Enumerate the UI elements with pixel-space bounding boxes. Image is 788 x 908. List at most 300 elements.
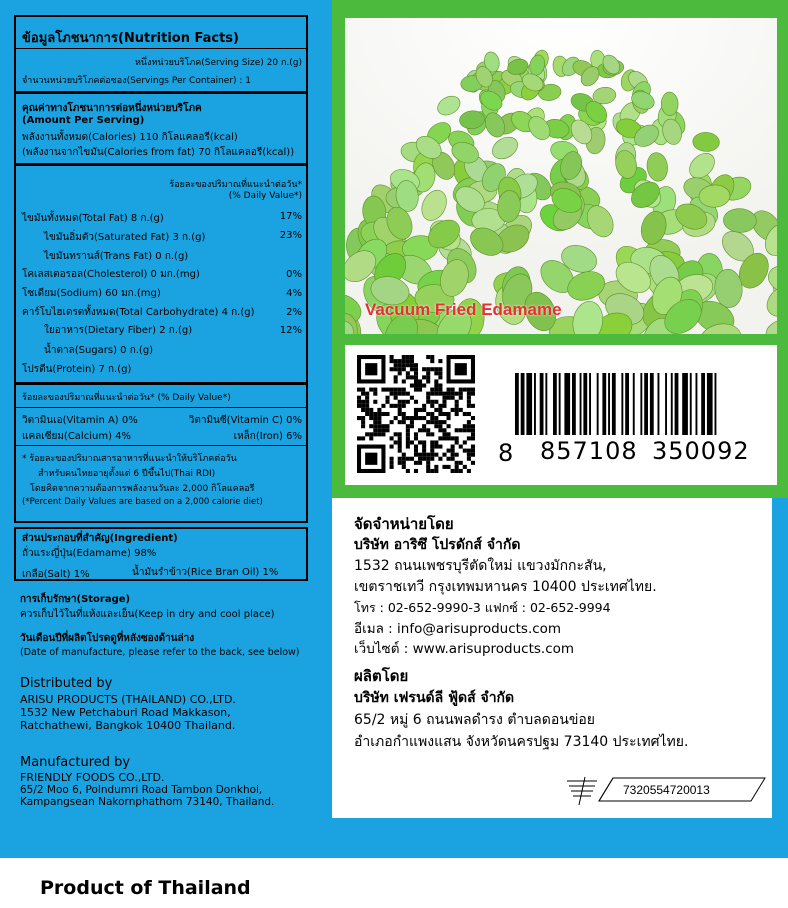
qr-module [422, 445, 426, 449]
qr-module [467, 420, 471, 424]
qr-module [377, 412, 381, 416]
qr-module [471, 388, 475, 392]
th-distributor-phone: โทร : 02-652-9990-3 แฟกซ์ : 02-652-9994 [354, 600, 611, 615]
qr-module [430, 392, 434, 396]
qr-module [402, 461, 406, 465]
barcode-bar [690, 373, 692, 435]
qr-module [471, 428, 475, 432]
qr-module [402, 379, 406, 383]
qr-module [430, 416, 434, 420]
distributed-address-1: 1532 New Petchaburi Road Makkason, [20, 706, 231, 719]
th-manufacturer-address-2: อำเภอกำแพงแสน จังหวัดนครปฐม 73140 ประเทศไทย. [354, 734, 689, 750]
qr-module [442, 392, 446, 396]
qr-module [398, 449, 402, 453]
qr-module [447, 392, 451, 396]
qr-module [434, 445, 438, 449]
qr-module [459, 392, 463, 396]
qr-module [365, 396, 369, 400]
qr-module [410, 363, 414, 367]
qr-module [471, 432, 475, 436]
qr-module [390, 465, 394, 469]
qr-module [406, 440, 410, 444]
qr-module [406, 375, 410, 379]
qr-module [467, 428, 471, 432]
qr-module [398, 436, 402, 440]
qr-module [430, 400, 434, 404]
qr-module [430, 420, 434, 424]
qr-module [398, 408, 402, 412]
qr-module [426, 375, 430, 379]
qr-module [414, 416, 418, 420]
qr-module [442, 420, 446, 424]
qr-module [467, 392, 471, 396]
dv-header-th: ร้อยละของปริมาณที่แนะนำต่อวัน* [169, 180, 302, 190]
qr-module [426, 392, 430, 396]
qr-module [377, 424, 381, 428]
qr-module [410, 440, 414, 444]
th-manufacturer-address-1: 65/2 หมู่ 6 ถนนพลดำรง ตำบลดอนข่อย [354, 712, 596, 728]
qr-module [369, 412, 373, 416]
qr-module [394, 359, 398, 363]
barcode-bar [612, 373, 616, 435]
qr-module [455, 412, 459, 416]
qr-module [373, 392, 377, 396]
qr-module [451, 408, 455, 412]
qr-module [471, 392, 475, 396]
qr-module [406, 424, 410, 428]
qr-module [426, 420, 430, 424]
barcode-digits-left: 857108 [540, 437, 638, 465]
qr-module [451, 445, 455, 449]
barcode-bar [602, 373, 606, 435]
qr-module [471, 445, 475, 449]
qr-module [434, 424, 438, 428]
divider-thick [16, 382, 306, 385]
qr-module [402, 355, 406, 359]
barcode-bar [640, 373, 642, 435]
qr-module [447, 457, 451, 461]
qr-module [365, 392, 369, 396]
qr-module [434, 469, 438, 473]
footnote-1: * ร้อยละของปริมาณสารอาหารที่แนะนำให้บริโภคต่อวัน [22, 454, 237, 464]
qr-module [398, 367, 402, 371]
qr-module [418, 428, 422, 432]
qr-module [426, 461, 430, 465]
qr-module [430, 445, 434, 449]
barcode-bar [665, 373, 667, 435]
qr-module [398, 392, 402, 396]
codes-panel [345, 345, 777, 485]
qr-module [410, 420, 414, 424]
distributed-address-2: Ratchathewi, Bangkok 10400 Thailand. [20, 719, 236, 732]
qr-module [377, 420, 381, 424]
qr-module [451, 392, 455, 396]
qr-module [438, 424, 442, 428]
barcode-bar [540, 373, 544, 435]
qr-module [418, 457, 422, 461]
amount-per-serving-en: (Amount Per Serving) [22, 115, 145, 126]
qr-module [455, 400, 459, 404]
qr-module [422, 424, 426, 428]
qr-module [455, 392, 459, 396]
th-distributor-company: บริษัท อาริซึ โปรดักส์ จำกัด [354, 537, 521, 553]
qr-module [426, 457, 430, 461]
qr-module [459, 388, 463, 392]
qr-module [467, 457, 471, 461]
qr-module [463, 412, 467, 416]
qr-module [394, 379, 398, 383]
qr-module [406, 359, 410, 363]
qr-module [438, 457, 442, 461]
qr-module [406, 363, 410, 367]
pct-dietary-fiber: 12% [279, 325, 302, 336]
qr-module [451, 396, 455, 400]
qr-module [394, 367, 398, 371]
barcode-bar [658, 373, 660, 435]
qr-module [406, 469, 410, 473]
qr-module [394, 432, 398, 436]
qr-code[interactable] [357, 355, 475, 473]
qr-module [467, 396, 471, 400]
qr-module [406, 371, 410, 375]
qr-module [377, 416, 381, 420]
qr-module [402, 359, 406, 363]
qr-module [451, 469, 455, 473]
qr-module [406, 432, 410, 436]
qr-module [361, 404, 365, 408]
qr-module [406, 428, 410, 432]
qr-module [361, 400, 365, 404]
distributed-company: ARISU PRODUCTS (THAILAND) CO.,LTD. [20, 693, 236, 706]
qr-module [414, 371, 418, 375]
qr-module [430, 355, 434, 359]
calcium: แคลเซียม(Calcium) 4% [22, 431, 132, 442]
barcode-bar [597, 373, 599, 435]
barcode-bar [521, 373, 525, 435]
qr-module [418, 440, 422, 444]
qr-module [369, 388, 373, 392]
qr-module [402, 404, 406, 408]
th-distributor-website[interactable]: เว็บไซต์ : www.arisuproducts.com [354, 641, 575, 657]
qr-module [373, 420, 377, 424]
qr-module [426, 379, 430, 383]
manufactured-by-block [20, 755, 274, 808]
barcode-bar [564, 373, 570, 435]
pct-sodium: 4% [286, 288, 302, 299]
row-sugars: น้ำตาล(Sugars) 0 ก.(g) [44, 345, 154, 356]
qr-module [455, 436, 459, 440]
qr-module [430, 469, 434, 473]
qr-module [438, 412, 442, 416]
qr-module [455, 440, 459, 444]
pct-total-fat: 17% [279, 211, 302, 222]
qr-module [385, 396, 389, 400]
qr-module [434, 367, 438, 371]
qr-module [414, 388, 418, 392]
nutrition-title: ข้อมูลโภชนาการ(Nutrition Facts) [22, 31, 239, 46]
qr-module [357, 404, 361, 408]
divider [16, 407, 306, 408]
th-distributor-address-1: 1532 ถนนเพชรบุรีตัดใหม่ แขวงมักกะสัน, [354, 558, 607, 574]
calories-from-fat: (พลังงานจากไขมัน(Calories from fat) 70 กิโลแคลอรี(kcal)) [22, 147, 295, 158]
qr-module [357, 436, 361, 440]
qr-module [381, 412, 385, 416]
qr-module [406, 392, 410, 396]
qr-module [398, 440, 402, 444]
qr-module [422, 383, 426, 387]
qr-module [430, 432, 434, 436]
qr-module [434, 465, 438, 469]
qr-module [418, 379, 422, 383]
qr-module [442, 428, 446, 432]
manufactured-company: FRIENDLY FOODS CO.,LTD. [20, 771, 165, 784]
qr-module [398, 461, 402, 465]
divider [16, 48, 306, 49]
qr-module [438, 436, 442, 440]
tax-id-number: 7320554720013 [623, 783, 710, 797]
qr-module [459, 445, 463, 449]
qr-module [426, 432, 430, 436]
qr-module [418, 383, 422, 387]
qr-module [369, 432, 373, 436]
barcode-bar [572, 373, 576, 435]
qr-module [373, 424, 377, 428]
qr-module [373, 412, 377, 416]
qr-module [434, 388, 438, 392]
qr-module [467, 424, 471, 428]
divider-thick [16, 91, 306, 94]
qr-module [385, 400, 389, 404]
qr-module [455, 363, 467, 375]
qr-module [426, 355, 430, 359]
qr-module [361, 436, 365, 440]
qr-module [447, 416, 451, 420]
iron: เหล็ก(Iron) 6% [233, 431, 302, 442]
qr-module [459, 461, 463, 465]
qr-module [430, 457, 434, 461]
qr-module [414, 449, 418, 453]
servings-per-container: จำนวนหน่วยบริโภคต่อซอง(Servings Per Container) : 1 [22, 76, 252, 86]
date-text: (Date of manufacture, please refer to the back, see below) [20, 647, 300, 658]
qr-module [422, 404, 426, 408]
barcode-bar [545, 373, 547, 435]
qr-module [426, 412, 430, 416]
qr-module [390, 392, 394, 396]
qr-module [410, 416, 414, 420]
qr-module [361, 424, 365, 428]
qr-module [418, 461, 422, 465]
qr-module [394, 375, 398, 379]
ingredient-oil: น้ำมันรำข้าว(Rice Bran Oil) 1% [132, 567, 279, 578]
qr-module [471, 416, 475, 420]
qr-module [467, 453, 471, 457]
distributed-by-block [20, 676, 236, 732]
qr-module [410, 375, 414, 379]
product-caption: Vacuum Fried Edamame [365, 300, 562, 319]
qr-module [377, 432, 381, 436]
qr-module [414, 432, 418, 436]
qr-module [361, 392, 365, 396]
qr-module [447, 436, 451, 440]
qr-module [390, 445, 394, 449]
pct-total-carb: 2% [286, 307, 302, 318]
qr-module [369, 408, 373, 412]
manufactured-address-2: Kampangsean Nakornphathom 73140, Thailand. [20, 796, 275, 808]
barcode-bar [650, 373, 654, 435]
qr-module [467, 436, 471, 440]
qr-module [381, 404, 385, 408]
manufactured-address-1: 65/2 Moo 6, Polndumri Road Tambon Donkhoi, [20, 784, 263, 796]
barcode-bar [608, 373, 610, 435]
qr-module [398, 359, 402, 363]
barcode-bar [515, 373, 519, 435]
qr-module [369, 424, 373, 428]
footnote-4: (*Percent Daily Values are based on a 2,000 calorie diet) [22, 497, 263, 507]
qr-module [467, 400, 471, 404]
qr-module [357, 400, 361, 404]
qr-module [410, 383, 414, 387]
qr-module [406, 355, 410, 359]
qr-module [463, 428, 467, 432]
qr-module [459, 396, 463, 400]
qr-module [426, 428, 430, 432]
qr-module [430, 453, 434, 457]
qr-module [406, 400, 410, 404]
distributed-title: Distributed by [20, 676, 113, 691]
qr-module [414, 461, 418, 465]
vitamin-c: วิตามินซี(Vitamin C) 0% [188, 415, 302, 426]
qr-module [426, 469, 430, 473]
qr-module [398, 457, 402, 461]
qr-module [373, 432, 377, 436]
qr-module [447, 449, 451, 453]
qr-module [410, 359, 414, 363]
barcode-bar [559, 373, 561, 435]
qr-module [434, 416, 438, 420]
qr-module [438, 375, 442, 379]
qr-module [442, 404, 446, 408]
qr-module [430, 449, 434, 453]
qr-module [422, 408, 426, 412]
pct-saturated-fat: 23% [279, 230, 302, 241]
qr-module [414, 408, 418, 412]
barcode-bar [671, 373, 673, 435]
qr-module [390, 355, 394, 359]
qr-module [414, 412, 418, 416]
qr-module [361, 388, 365, 392]
qr-module [442, 432, 446, 436]
qr-module [361, 408, 365, 412]
qr-module [438, 445, 442, 449]
qr-module [398, 388, 402, 392]
qr-module [365, 408, 369, 412]
qr-module [398, 404, 402, 408]
qr-module [390, 367, 394, 371]
ingredient-salt: เกลือ(Salt) 1% [22, 569, 90, 580]
qr-module [394, 363, 398, 367]
qr-module [394, 396, 398, 400]
qr-module [467, 404, 471, 408]
qr-module [422, 457, 426, 461]
qr-module [357, 388, 361, 392]
qr-module [430, 440, 434, 444]
qr-module [463, 465, 467, 469]
row-cholesterol: โคเลสเตอรอล(Cholesterol) 0 มก.(mg) [22, 269, 200, 280]
qr-module [471, 449, 475, 453]
qr-module [438, 420, 442, 424]
qr-module [381, 432, 385, 436]
divider [16, 445, 306, 446]
qr-module [442, 453, 446, 457]
qr-module [447, 424, 451, 428]
row-protein: โปรตีน(Protein) 7 ก.(g) [22, 364, 132, 375]
qr-module [442, 400, 446, 404]
qr-module [434, 453, 438, 457]
qr-module [471, 424, 475, 428]
date-title: วันเดือนปีที่ผลิตโปรดดูที่หลังซองด้านล่าง [20, 633, 195, 644]
barcode-bar [715, 373, 717, 435]
qr-module [402, 465, 406, 469]
qr-module [402, 416, 406, 420]
qr-module [442, 412, 446, 416]
qr-module [390, 461, 394, 465]
row-saturated-fat: ไขมันอิ่มตัว(Saturated Fat) 3 ก.(g) [44, 232, 206, 243]
qr-module [438, 428, 442, 432]
qr-module [434, 371, 438, 375]
qr-module [398, 445, 402, 449]
qr-module [459, 469, 463, 473]
qr-module [463, 388, 467, 392]
qr-module [430, 367, 434, 371]
qr-module [361, 416, 365, 420]
qr-module [398, 412, 402, 416]
qr-module [377, 408, 381, 412]
qr-module [406, 436, 410, 440]
edamame-illustration [345, 18, 777, 334]
qr-module [390, 457, 394, 461]
manufactured-title: Manufactured by [20, 755, 131, 770]
pct-cholesterol: 0% [286, 269, 302, 280]
qr-module [398, 363, 402, 367]
qr-module [438, 359, 442, 363]
qr-module [414, 379, 418, 383]
qr-module [369, 416, 373, 420]
qr-module [455, 453, 459, 457]
qr-module [402, 363, 406, 367]
qr-module [398, 400, 402, 404]
qr-module [467, 449, 471, 453]
qr-module [471, 453, 475, 457]
qr-module [390, 436, 394, 440]
qr-module [442, 396, 446, 400]
qr-module [414, 367, 418, 371]
qr-module [434, 408, 438, 412]
qr-module [463, 440, 467, 444]
qr-module [390, 420, 394, 424]
qr-module [438, 392, 442, 396]
qr-module [398, 371, 402, 375]
qr-module [438, 404, 442, 408]
qr-module [451, 436, 455, 440]
storage-title: การเก็บรักษา(Storage) [20, 594, 131, 605]
row-trans-fat: ไขมันทรานส์(Trans Fat) 0 ก.(g) [44, 251, 189, 262]
qr-module [418, 416, 422, 420]
qr-module [414, 469, 418, 473]
th-distributor-email[interactable]: อีเมล : info@arisuproducts.com [354, 621, 562, 637]
qr-module [365, 400, 369, 404]
qr-module [430, 388, 434, 392]
qr-module [459, 408, 463, 412]
